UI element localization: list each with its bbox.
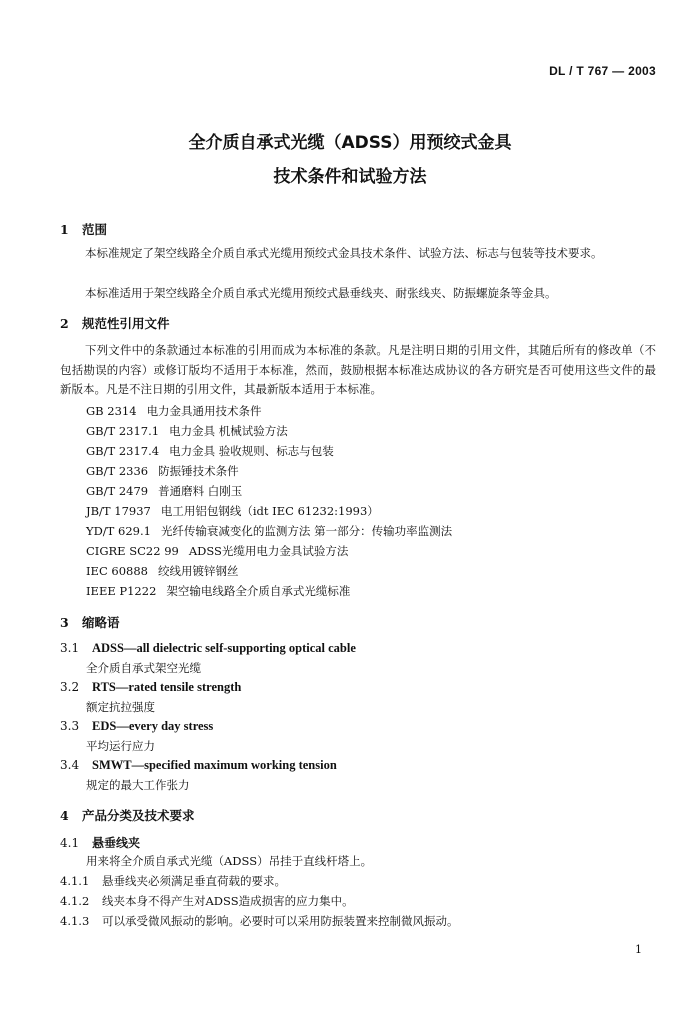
section-1-paragraph-2: 本标准适用于架空线路全介质自承式光缆用预绞式悬垂线夹、耐张线夹、防振螺旋条等金具。 bbox=[85, 286, 557, 300]
section-title: 范围 bbox=[82, 222, 108, 237]
abbreviation-term: 3.4 SMWT—specified maximum working tension bbox=[60, 758, 337, 772]
document-title-line-1: 全介质自承式光缆（ADSS）用预绞式金具 bbox=[188, 133, 512, 153]
reference-item: GB/T 2317.4 电力金具 验收规则、标志与包装 bbox=[86, 444, 334, 458]
subsection-4-1-description: 用来将全介质自承式光缆（ADSS）吊挂于直线杆塔上。 bbox=[86, 854, 373, 868]
abbreviation-meaning: 规定的最大工作张力 bbox=[86, 778, 190, 792]
abbreviation-meaning: 平均运行应力 bbox=[86, 739, 155, 753]
reference-item: CIGRE SC22 99 ADSS光缆用电力金具试验方法 bbox=[86, 544, 349, 558]
clause-item: 4.1.1 悬垂线夹必须满足垂直荷载的要求。 bbox=[60, 874, 286, 888]
reference-item: IEC 60888 绞线用镀锌钢丝 bbox=[86, 564, 239, 578]
section-title: 缩略语 bbox=[82, 615, 120, 630]
document-title-line-2: 技术条件和试验方法 bbox=[273, 167, 427, 187]
abbreviation-term: 3.3 EDS—every day stress bbox=[60, 719, 214, 733]
section-number: 3 bbox=[60, 615, 69, 630]
abbreviation-term: 3.1 ADSS—all dielectric self-supporting optical cable bbox=[60, 641, 356, 655]
section-2-heading bbox=[60, 314, 170, 332]
reference-item: YD/T 629.1 光纤传输衰减变化的监测方法 第一部分：传输功率监测法 bbox=[86, 524, 453, 538]
section-title: 产品分类及技术要求 bbox=[82, 808, 195, 823]
abbreviation-term: 3.2 RTS—rated tensile strength bbox=[60, 680, 242, 694]
section-number: 2 bbox=[60, 316, 69, 331]
section-title: 规范性引用文件 bbox=[82, 316, 170, 331]
section-number: 1 bbox=[60, 222, 69, 237]
abbreviation-meaning: 额定抗拉强度 bbox=[86, 700, 155, 714]
reference-item: GB/T 2336 防振锤技术条件 bbox=[86, 464, 239, 478]
reference-item: GB/T 2479 普通磨料 白刚玉 bbox=[86, 484, 243, 498]
clause-item: 4.1.3 可以承受微风振动的影响。必要时可以采用防振装置来控制微风振动。 bbox=[60, 914, 459, 928]
reference-item: JB/T 17937 电工用铝包钢线（idt IEC 61232:1993） bbox=[86, 504, 379, 518]
standard-code: DL / T 767 — 2003 bbox=[549, 64, 656, 78]
section-4-heading bbox=[60, 806, 195, 824]
section-2-intro: 下列文件中的条款通过本标准的引用而成为本标准的条款。凡是注明日期的引用文件，其随后所有的修改单（不包括勘误的内容）或修订版均不适用于本标准，然而，鼓励根据本标准达成协议的各方研究是否可使用这些文件的最新版本。凡是不注日期的引用文件，其最新版本适用于本标准。 bbox=[60, 343, 656, 396]
subsection-4-1-heading: 4.1 悬垂线夹 bbox=[60, 836, 141, 850]
section-1-heading bbox=[60, 220, 107, 238]
reference-item: IEEE P1222 架空输电线路全介质自承式光缆标准 bbox=[86, 584, 351, 598]
reference-item: GB 2314 电力金具通用技术条件 bbox=[86, 404, 262, 418]
reference-item: GB/T 2317.1 电力金具 机械试验方法 bbox=[86, 424, 288, 438]
clause-item: 4.1.2 线夹本身不得产生对ADSS造成损害的应力集中。 bbox=[60, 894, 354, 908]
page-number: 1 bbox=[635, 943, 642, 956]
abbreviation-meaning: 全介质自承式架空光缆 bbox=[86, 661, 201, 675]
section-number: 4 bbox=[60, 808, 69, 823]
section-1-paragraph-1: 本标准规定了架空线路全介质自承式光缆用预绞式金具技术条件、试验方法、标志与包装等技术要求。 bbox=[85, 246, 603, 260]
section-3-heading bbox=[60, 613, 120, 631]
